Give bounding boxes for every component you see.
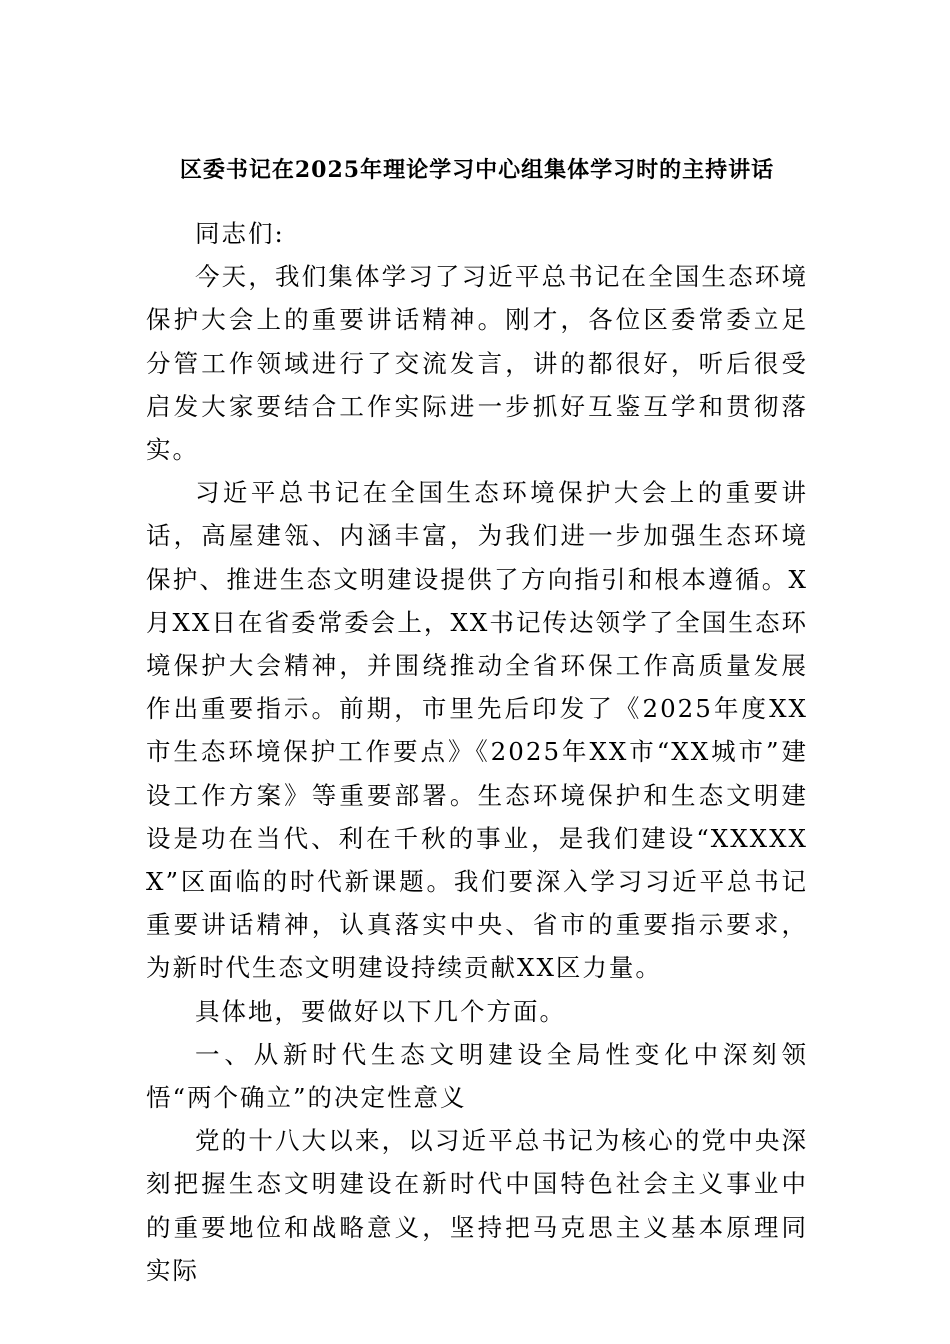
body-paragraph: 今天，我们集体学习了习近平总书记在全国生态环境保护大会上的重要讲话精神。刚才，各位区委常委立足分管工作领域进行了交流发言，讲的都很好，听后很受启发大家要结合工作实际进一步抓好互鉴互学和贯彻落实。 [146, 262, 808, 465]
body-paragraph: 党的十八大以来，以习近平总书记为核心的党中央深刻把握生态文明建设在新时代中国特色社会主义事业中的重要地位和战略意义，坚持把马克思主义基本原理同实际 [146, 1126, 808, 1285]
body-paragraph: 具体地，要做好以下几个方面。 [195, 996, 566, 1026]
body-paragraph: 习近平总书记在全国生态环境保护大会上的重要讲话，高屋建瓴、内涵丰富，为我们进一步加强生态环境保护、推进生态文明建设提供了方向指引和根本遵循。X月XX日在省委常委会上，XX书记传达领学了全国生态环境保护大会精神，并围绕推动全省环保工作高质量发展作出重要指示。前期，市里先后印发了《2025年度XX市生态环境保护工作要点》《2025年XX市“XX城市”建设工作方案》等重要部署。生态环境保护和生态文明建设是功在当代、利在千秋的事业，是我们建设“XXXXXX”区面临的时代新课题。我们要深入学习习近平总书记重要讲话精神，认真落实中央、省市的重要指示要求，为新时代生态文明建设持续贡献XX区力量。 [146, 478, 808, 983]
document-page [146, 150, 808, 1292]
document-title: 区委书记在2025年理论学习中心组集体学习时的主持讲话 [179, 157, 775, 183]
salutation-paragraph: 同志们: [195, 219, 285, 248]
section-heading: 一、从新时代生态文明建设全局性变化中深刻领悟“两个确立”的决定性意义 [146, 1039, 808, 1113]
